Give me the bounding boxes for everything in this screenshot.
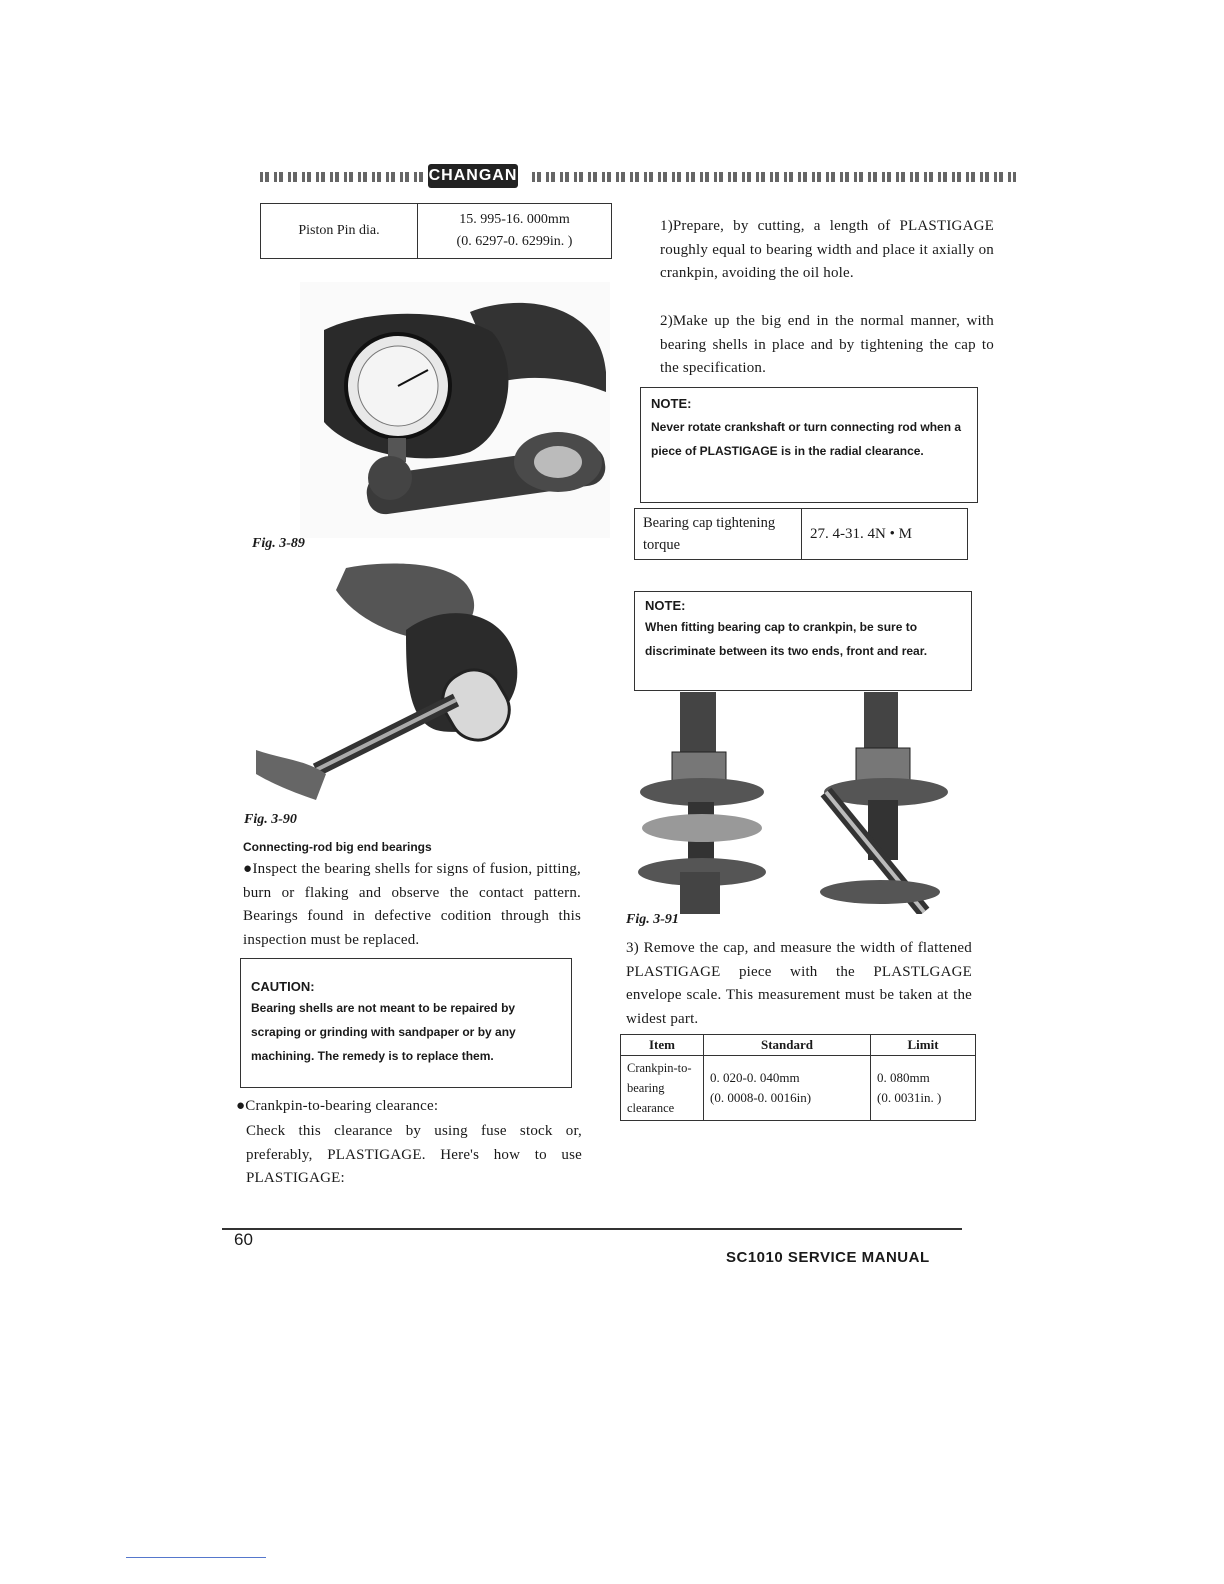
clearance-limit-table	[620, 1034, 976, 1121]
caution-body: Bearing shells are not meant to be repaired by scraping or grinding with sandpaper or by any machining. The remedy is to replace them.	[251, 1001, 516, 1063]
header-border-left	[260, 172, 424, 182]
fig-3-89-photo	[300, 282, 610, 538]
spec-label: Piston Pin dia.	[261, 204, 418, 259]
torque-label: Bearing cap tightening torque	[635, 509, 802, 560]
inspect-paragraph: ●Inspect the bearing shells for signs of fusion, pitting, burn or flaking and observe the contact pattern. Bearings found in defective codition through this inspection must be replaced.	[243, 861, 581, 948]
limit-in: (0. 0031in. )	[877, 1090, 942, 1105]
page-number: 60	[234, 1230, 253, 1249]
note-2-title: NOTE:	[645, 598, 686, 613]
fig-3-90-caption: Fig. 3-90	[244, 812, 297, 827]
fig-3-89-caption: Fig. 3-89	[252, 536, 305, 551]
spec-value	[418, 204, 612, 259]
note-1-title: NOTE:	[651, 396, 692, 411]
spec-value-in: (0. 6297-0. 6299in. )	[456, 234, 573, 249]
fig-3-91-photo-left	[632, 692, 772, 914]
header-band	[260, 164, 1016, 188]
note-box-1	[640, 387, 978, 503]
limit-mm: 0. 080mm	[877, 1070, 930, 1085]
caution-title: CAUTION:	[251, 979, 315, 994]
step-3: 3) Remove the cap, and measure the width of flattened PLASTIGAGE piece with the PLASTLGAGE envelope scale. This measurement must be taken at the widest part.	[626, 940, 972, 1027]
step-1: 1)Prepare, by cutting, a length of PLASTIGAGE roughly equal to bearing width and place it axially on crankpin, avoiding the oil hole.	[660, 218, 994, 281]
footer-rule	[222, 1228, 962, 1230]
manual-title: SC1010 SERVICE MANUAL	[726, 1249, 930, 1266]
crankpin-heading: ●Crankpin-to-bearing clearance:	[236, 1098, 439, 1114]
standard-cell	[704, 1056, 871, 1121]
header-item: Item	[621, 1035, 704, 1056]
fig-3-90-photo	[256, 560, 556, 806]
piston-pin-spec-table	[260, 203, 612, 259]
bottom-link-rule	[126, 1557, 266, 1558]
standard-in: (0. 0008-0. 0016in)	[710, 1090, 812, 1105]
torque-spec-table	[634, 508, 968, 560]
fig-3-91-caption: Fig. 3-91	[626, 912, 679, 927]
crankpin-body: Check this clearance by using fuse stock or, preferably, PLASTIGAGE. Here's how to use PLASTIGAGE:	[246, 1123, 582, 1186]
note-2-body: When fitting bearing cap to crankpin, be sure to discriminate between its two ends, front and rear.	[645, 620, 928, 658]
header-standard: Standard	[704, 1035, 871, 1056]
step-2: 2)Make up the big end in the normal manner, with bearing shells in place and by tightening the cap to the specification.	[660, 313, 994, 376]
standard-mm: 0. 020-0. 040mm	[710, 1070, 800, 1085]
item-cell: Crankpin-to-bearing clearance	[621, 1056, 704, 1121]
connecting-rod-heading: Connecting-rod big end bearings	[243, 840, 432, 854]
torque-value: 27. 4-31. 4N • M	[802, 509, 968, 560]
header-border-right	[532, 172, 1016, 182]
caution-box	[240, 958, 572, 1088]
header-limit: Limit	[871, 1035, 976, 1056]
spec-value-mm: 15. 995-16. 000mm	[459, 212, 570, 227]
note-1-body: Never rotate crankshaft or turn connecting rod when a piece of PLASTIGAGE is in the radial clearance.	[651, 420, 962, 458]
fig-3-91-photo-right	[806, 692, 954, 914]
note-box-2	[634, 591, 972, 691]
limit-cell	[871, 1056, 976, 1121]
brand-logo: CHANGAN	[428, 164, 518, 188]
